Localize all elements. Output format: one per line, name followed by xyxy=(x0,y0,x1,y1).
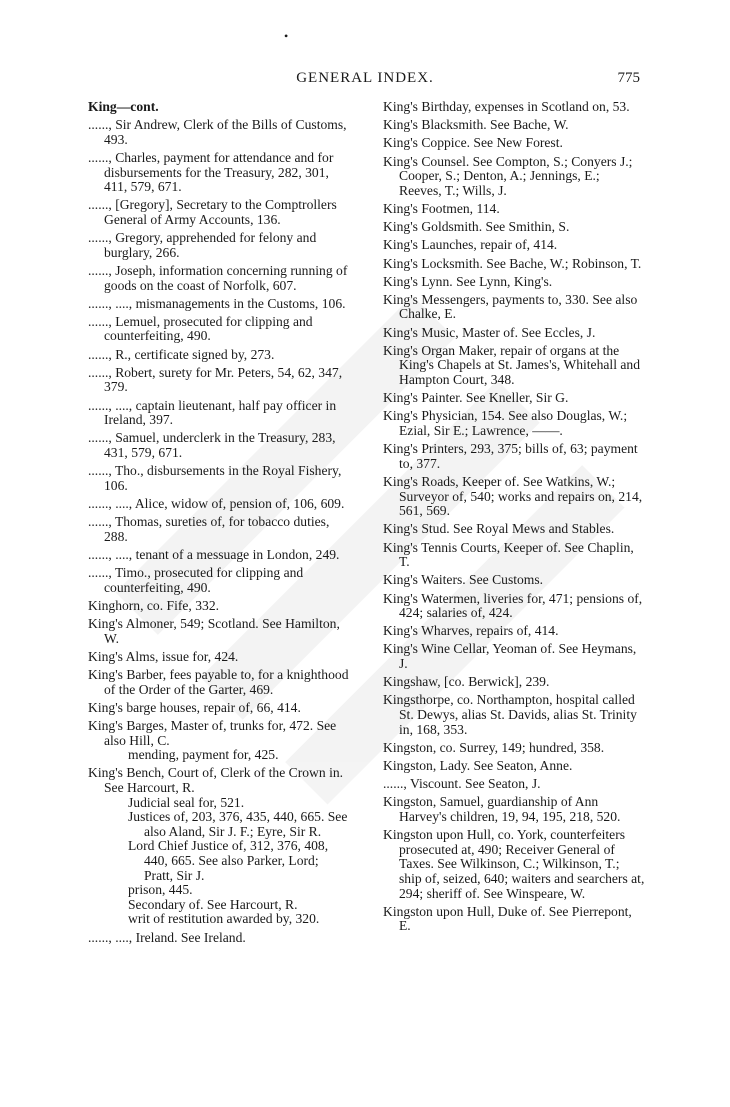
index-entry: King's Physician, 154. See also Douglas, W.; Ezial, Sir E.; Lawrence, ——. xyxy=(383,408,628,438)
index-entry: Justices of, 203, 376, 435, 440, 665. See also Aland, Sir J. F.; Eyre, Sir R. xyxy=(128,809,348,839)
index-entry: King's Footmen, 114. xyxy=(383,200,500,216)
index-entry: ......, ...., mismanagements in the Customs, 106. xyxy=(88,295,346,311)
index-entry: Kingston, co. Surrey, 149; hundred, 358. xyxy=(383,739,605,755)
index-entry: ......, Viscount. See Seaton, J. xyxy=(383,776,541,792)
index-entry: ......, Sir Andrew, Clerk of the Bills of Customs, 493. xyxy=(88,117,347,147)
page-header xyxy=(0,68,730,92)
index-entry: Kinghorn, co. Fife, 332. xyxy=(88,597,220,613)
index-entry: Judicial seal for, 521. xyxy=(128,794,245,810)
index-entry: ......, Gregory, apprehended for felony and burglary, 266. xyxy=(88,230,317,260)
index-entry: ......, [Gregory], Secretary to the Comptrollers General of Army Accounts, 136. xyxy=(88,197,337,227)
index-entry: King's Alms, issue for, 424. xyxy=(88,648,239,664)
index-entry: Kingshaw, [co. Berwick], 239. xyxy=(383,674,550,690)
index-entry: King's Printers, 293, 375; bills of, 63; payment to, 377. xyxy=(383,441,638,471)
index-entry: King's Wharves, repairs of, 414. xyxy=(383,623,559,639)
page-number: 775 xyxy=(617,70,640,86)
index-entry: King's Barber, fees payable to, for a knighthood of the Order of the Garter, 469. xyxy=(88,667,349,697)
index-entry: King's Goldsmith. See Smithin, S. xyxy=(383,219,570,235)
index-entry: ......, Samuel, underclerk in the Treasury, 283, 431, 579, 671. xyxy=(88,430,336,460)
index-entry: King's Barges, Master of, trunks for, 472. See also Hill, C. xyxy=(88,718,337,748)
index-entry: ......, Lemuel, prosecuted for clipping and counterfeiting, 490. xyxy=(88,313,313,344)
index-entry: prison, 445. xyxy=(128,882,193,898)
index-entry: King's Wine Cellar, Yeoman of. See Heymans, J. xyxy=(383,641,637,672)
index-entry: King's Bench, Court of, Clerk of the Crown in. See Harcourt, R. xyxy=(88,765,344,795)
index-entry: King's Painter. See Kneller, Sir G. xyxy=(383,390,569,406)
index-entry: Kingston upon Hull, co. York, counterfeiters prosecuted at, 490; Receiver General of Taxes. See Wilkinson, C.; Wilkinson, T.; ship of, seized, 640; waiters and searchers at, 294; sheriff of. See Winspeare, W. xyxy=(383,827,645,901)
left-column xyxy=(88,100,350,945)
index-entry: ......, ...., Ireland. See Ireland. xyxy=(88,929,246,945)
index-entry: King's Messengers, payments to, 330. See also Chalke, E. xyxy=(383,291,638,322)
index-entry: King's Organ Maker, repair of organs at the King's Chapels at St. James's, Whitehall and Hampton Court, 348. xyxy=(383,342,640,388)
index-entry: Kingston, Lady. See Seaton, Anne. xyxy=(383,758,573,773)
index-entry: Kingston upon Hull, Duke of. See Pierrepont, E. xyxy=(383,903,632,934)
index-entry: King's Launches, repair of, 414. xyxy=(383,237,558,253)
index-entry: Kingston, Samuel, guardianship of Ann Harvey's children, 19, 94, 195, 218, 520. xyxy=(383,794,621,824)
index-entry: King's Roads, Keeper of. See Watkins, W.; Surveyor of, 540; works and repairs on, 214, 561, 569. xyxy=(383,473,643,519)
page-title: GENERAL INDEX. xyxy=(296,70,434,86)
index-entry: King's Birthday, expenses in Scotland on, 53. xyxy=(383,99,630,114)
index-entry: King's Music, Master of. See Eccles, J. xyxy=(383,324,596,340)
index-entry: King's Stud. See Royal Mews and Stables. xyxy=(383,521,615,537)
index-entry: ......, Tho., disbursements in the Royal Fishery, 106. xyxy=(88,463,342,493)
index-entry: King's Locksmith. See Bache, W.; Robinson, T. xyxy=(383,255,642,271)
index-entry: King's Coppice. See New Forest. xyxy=(383,135,563,151)
index-entry: writ of restitution awarded by, 320. xyxy=(128,911,320,927)
index-entry: King's Tennis Courts, Keeper of. See Chaplin, T. xyxy=(383,539,634,570)
index-entry: mending, payment for, 425. xyxy=(128,747,279,763)
index-entry: King's Blacksmith. See Bache, W. xyxy=(383,117,569,133)
index-entry: Secondary of. See Harcourt, R. xyxy=(128,896,298,912)
index-entry: ......, Charles, payment for attendance and for disbursements for the Treasury, 282, 301, 411, 579, 671. xyxy=(88,149,334,195)
index-entry: ......, Robert, surety for Mr. Peters, 54, 62, 347, 379. xyxy=(88,364,343,395)
index-entry: ......, ...., tenant of a messuage in London, 249. xyxy=(88,546,340,562)
index-entry: King—cont. xyxy=(88,99,159,114)
index-entry: ......, ...., captain lieutenant, half pay officer in Ireland, 397. xyxy=(88,397,337,428)
index-entry: ......, Thomas, sureties of, for tobacco duties, 288. xyxy=(88,514,330,544)
index-entry: ......, Timo., prosecuted for clipping and counterfeiting, 490. xyxy=(88,565,304,595)
index-entry: ......, R., certificate signed by, 273. xyxy=(88,346,275,362)
index-entry: King's Waiters. See Customs. xyxy=(383,572,544,588)
index-entry: King's barge houses, repair of, 66, 414. xyxy=(88,699,301,715)
index-entry: King's Lynn. See Lynn, King's. xyxy=(383,273,553,289)
index-entry: King's Almoner, 549; Scotland. See Hamilton, W. xyxy=(88,616,340,646)
index-entry: Kingsthorpe, co. Northampton, hospital called St. Dewys, alias St. Davids, alias St. Trinity in, 168, 353. xyxy=(383,692,637,737)
right-column xyxy=(383,100,645,934)
print-dot: • xyxy=(284,29,289,43)
index-entry: Lord Chief Justice of, 312, 376, 408, 440, 665. See also Parker, Lord; Pratt, Sir J. xyxy=(128,838,329,883)
index-entry: ......, ...., Alice, widow of, pension of, 106, 609. xyxy=(88,495,345,511)
index-entry: King's Counsel. See Compton, S.; Conyers J.; Cooper, S.; Denton, A.; Jennings, E.; Reeves, T.; Wills, J. xyxy=(383,153,633,198)
index-entry: King's Watermen, liveries for, 471; pensions of, 424; salaries of, 424. xyxy=(383,590,643,621)
index-entry: ......, Joseph, information concerning running of goods on the coast of Norfolk, 607. xyxy=(88,262,348,293)
